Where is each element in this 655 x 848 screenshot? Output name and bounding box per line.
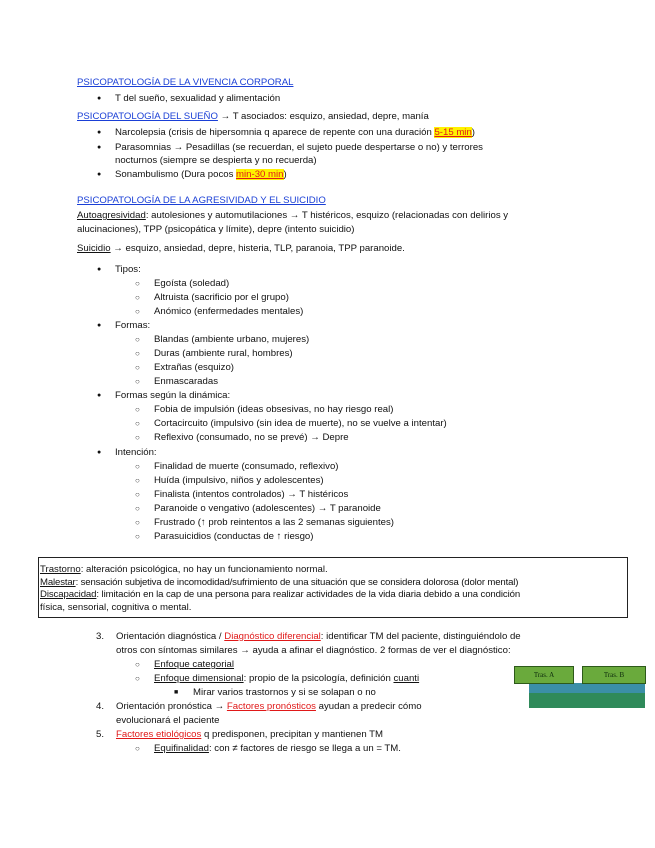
list-item-parasomnias-cont: nocturnos (siempre se despierta y no recuerda) [115, 155, 317, 166]
section-title-vivencia-corporal: PSICOPATOLOGÍA DE LA VIVENCIA CORPORAL [77, 77, 294, 88]
bullet-dot: ● [97, 129, 102, 136]
definition-discapacidad [40, 589, 520, 601]
bullet-dot: ● [97, 392, 102, 399]
list-item-parasomnias: Parasomnias → Pesadillas (se recuerdan, el sujeto puede despertarse o no) y terrores [115, 142, 483, 153]
paragraph-autoagresividad [77, 210, 508, 222]
highlight-term: Factores etiológicos [116, 729, 202, 740]
section-title-agresividad: PSICOPATOLOGÍA DE LA AGRESIVIDAD Y EL SUICIDIO [77, 195, 326, 206]
sub-bullet: ○ [135, 532, 140, 541]
sub-list-item: Fobia de impulsión (ideas obsesivas, no hay riesgo real) [154, 404, 394, 415]
sub-list-item: Anómico (enfermedades mentales) [154, 306, 304, 317]
sub-list-item: Frustrado (↑ prob reintentos a las 2 semanas siguientes) [154, 517, 394, 528]
list-item-intencion: Intención: [115, 447, 157, 458]
text: : alteración psicológica, no hay un funcionamiento normal. [80, 564, 328, 575]
square-bullet: ■ [174, 689, 179, 696]
text: ayudan a predecir cómo [315, 701, 422, 712]
definition-malestar [40, 577, 518, 589]
text: : identificar TM del paciente, distinguiéndolo de [320, 631, 521, 642]
text: ) [283, 169, 287, 180]
list-item: T del sueño, sexualidad y alimentación [115, 93, 281, 104]
bullet-dot: ● [97, 171, 102, 178]
term: Malestar [40, 577, 76, 588]
definition-discapacidad-cont: física, sensorial, cognitiva o mental. [40, 602, 192, 613]
bullet-dot: ● [97, 95, 102, 102]
sub-bullet: ○ [135, 504, 140, 513]
figure-bar-lower [529, 693, 645, 708]
term: Equifinalidad [154, 743, 209, 754]
sub-sub-list-item: Mirar varios trastornos y si se solapan o no [193, 687, 376, 698]
sub-list-item: Egoísta (soledad) [154, 278, 230, 289]
section-title-suffix: → T asociados: esquizo, ansiedad, depre, manía [217, 111, 429, 122]
sub-bullet: ○ [135, 490, 140, 499]
sub-list-item-dimensional [154, 673, 419, 685]
sub-bullet: ○ [135, 518, 140, 527]
sub-list-item: Blandas (ambiente urbano, mujeres) [154, 334, 310, 345]
term: Trastorno [40, 564, 81, 575]
text: : sensación subjetiva de incomodidad/sufrimiento de una situación que se considera dolorosa (dolor mental) [75, 577, 519, 588]
highlight-term: Diagnóstico diferencial [224, 631, 321, 642]
sub-list-item: Altruista (sacrificio por el grupo) [154, 292, 289, 303]
sub-bullet: ○ [135, 405, 140, 414]
sub-bullet: ○ [135, 419, 140, 428]
sub-bullet: ○ [135, 279, 140, 288]
list-item-orientacion-diagnostica [116, 631, 521, 643]
sub-list-item: Finalista (intentos controlados) → T histéricos [154, 489, 349, 500]
text: Sonambulismo (Dura pocos [115, 169, 237, 180]
term: Discapacidad [40, 589, 97, 600]
sub-list-item: Finalidad de muerte (consumado, reflexivo) [154, 461, 339, 472]
section-title-sueno: PSICOPATOLOGÍA DEL SUEÑO [77, 111, 218, 122]
sub-list-item: Duras (ambiente rural, hombres) [154, 348, 293, 359]
figure-label-a: Tras. A [514, 666, 574, 684]
paragraph-autoagresividad-cont: alucinaciones), TPP (psicopática y límite), depre (intento suicidio) [77, 224, 355, 235]
text: ) [471, 127, 475, 138]
term: cuanti [393, 673, 420, 684]
sub-bullet: ○ [135, 377, 140, 386]
list-item-dinamica: Formas según la dinámica: [115, 390, 231, 401]
sub-list-item-equifinalidad [154, 743, 401, 755]
highlight: min-30 min [236, 169, 284, 180]
sub-list-item: Parasuicidios (conductas de ↑ riesgo) [154, 531, 314, 542]
list-number: 5. [96, 729, 105, 740]
sub-bullet: ○ [135, 660, 140, 669]
text: q predisponen, precipitan y mantienen TM [201, 729, 384, 740]
bullet-dot: ● [97, 322, 102, 329]
sub-bullet: ○ [135, 674, 140, 683]
sub-list-item: Extrañas (esquizo) [154, 362, 234, 373]
definition-trastorno [40, 564, 328, 576]
list-item-formas: Formas: [115, 320, 151, 331]
list-number: 3. [96, 631, 105, 642]
text: : autolesiones y automutilaciones → T histéricos, esquizo (relacionadas con delirios y [145, 210, 509, 221]
sub-list-item: Reflexivo (consumado, no se prevé) → Depre [154, 432, 349, 443]
list-item-cont: otros con síntomas similares → ayuda a afinar el diagnóstico. 2 formas de ver el diagnóstico: [116, 645, 511, 656]
sub-bullet: ○ [135, 335, 140, 344]
text: : limitación en la cap de una persona para realizar actividades de la vida diaria debido a una condición [96, 589, 521, 600]
figure-bar [529, 683, 645, 693]
bullet-dot: ● [97, 144, 102, 151]
sub-bullet: ○ [135, 744, 140, 753]
text: → esquizo, ansiedad, depre, histeria, TLP, paranoia, TPP paranoide. [110, 243, 405, 254]
bullet-dot: ● [97, 449, 102, 456]
sub-list-item: Huída (impulsivo, niños y adolescentes) [154, 475, 324, 486]
text: : con ≠ factores de riesgo se llega a un = TM. [208, 743, 401, 754]
text: : propio de la psicología, definición [243, 673, 394, 684]
sub-bullet: ○ [135, 476, 140, 485]
list-item-tipos: Tipos: [115, 264, 141, 275]
list-number: 4. [96, 701, 105, 712]
sub-bullet: ○ [135, 433, 140, 442]
list-item-narcolepsia [115, 127, 475, 139]
figure-label-b: Tras. B [582, 666, 646, 684]
list-item-orientacion-pronostica [116, 701, 422, 713]
sub-bullet: ○ [135, 349, 140, 358]
section-heading-sueno [77, 111, 429, 123]
text: Narcolepsia (crisis de hipersomnia q aparece de repente con una duración [115, 127, 435, 138]
highlight: 5-15 min [434, 127, 472, 138]
list-item-factores-etiologicos [116, 729, 383, 741]
highlight-term: Factores pronósticos [226, 701, 316, 712]
sub-bullet: ○ [135, 307, 140, 316]
sub-bullet: ○ [135, 363, 140, 372]
sub-bullet: ○ [135, 293, 140, 302]
term: Enfoque dimensional [154, 673, 244, 684]
list-item-cont: evolucionará el paciente [116, 715, 220, 726]
list-item-sonambulismo [115, 169, 287, 181]
paragraph-suicidio [77, 243, 405, 255]
bullet-dot: ● [97, 266, 102, 273]
sub-list-item-categorial: Enfoque categorial [154, 659, 235, 670]
text: Orientación diagnóstica / [116, 631, 225, 642]
term: Autoagresividad [77, 210, 146, 221]
sub-list-item: Enmascaradas [154, 376, 218, 387]
sub-bullet: ○ [135, 462, 140, 471]
text: Orientación pronóstica → [116, 701, 227, 712]
sub-list-item: Paranoide o vengativo (adolescentes) → T paranoide [154, 503, 381, 514]
sub-list-item: Cortacircuito (impulsivo (sin idea de muerte), no se vuelve a intentar) [154, 418, 447, 429]
term: Suicidio [77, 243, 111, 254]
